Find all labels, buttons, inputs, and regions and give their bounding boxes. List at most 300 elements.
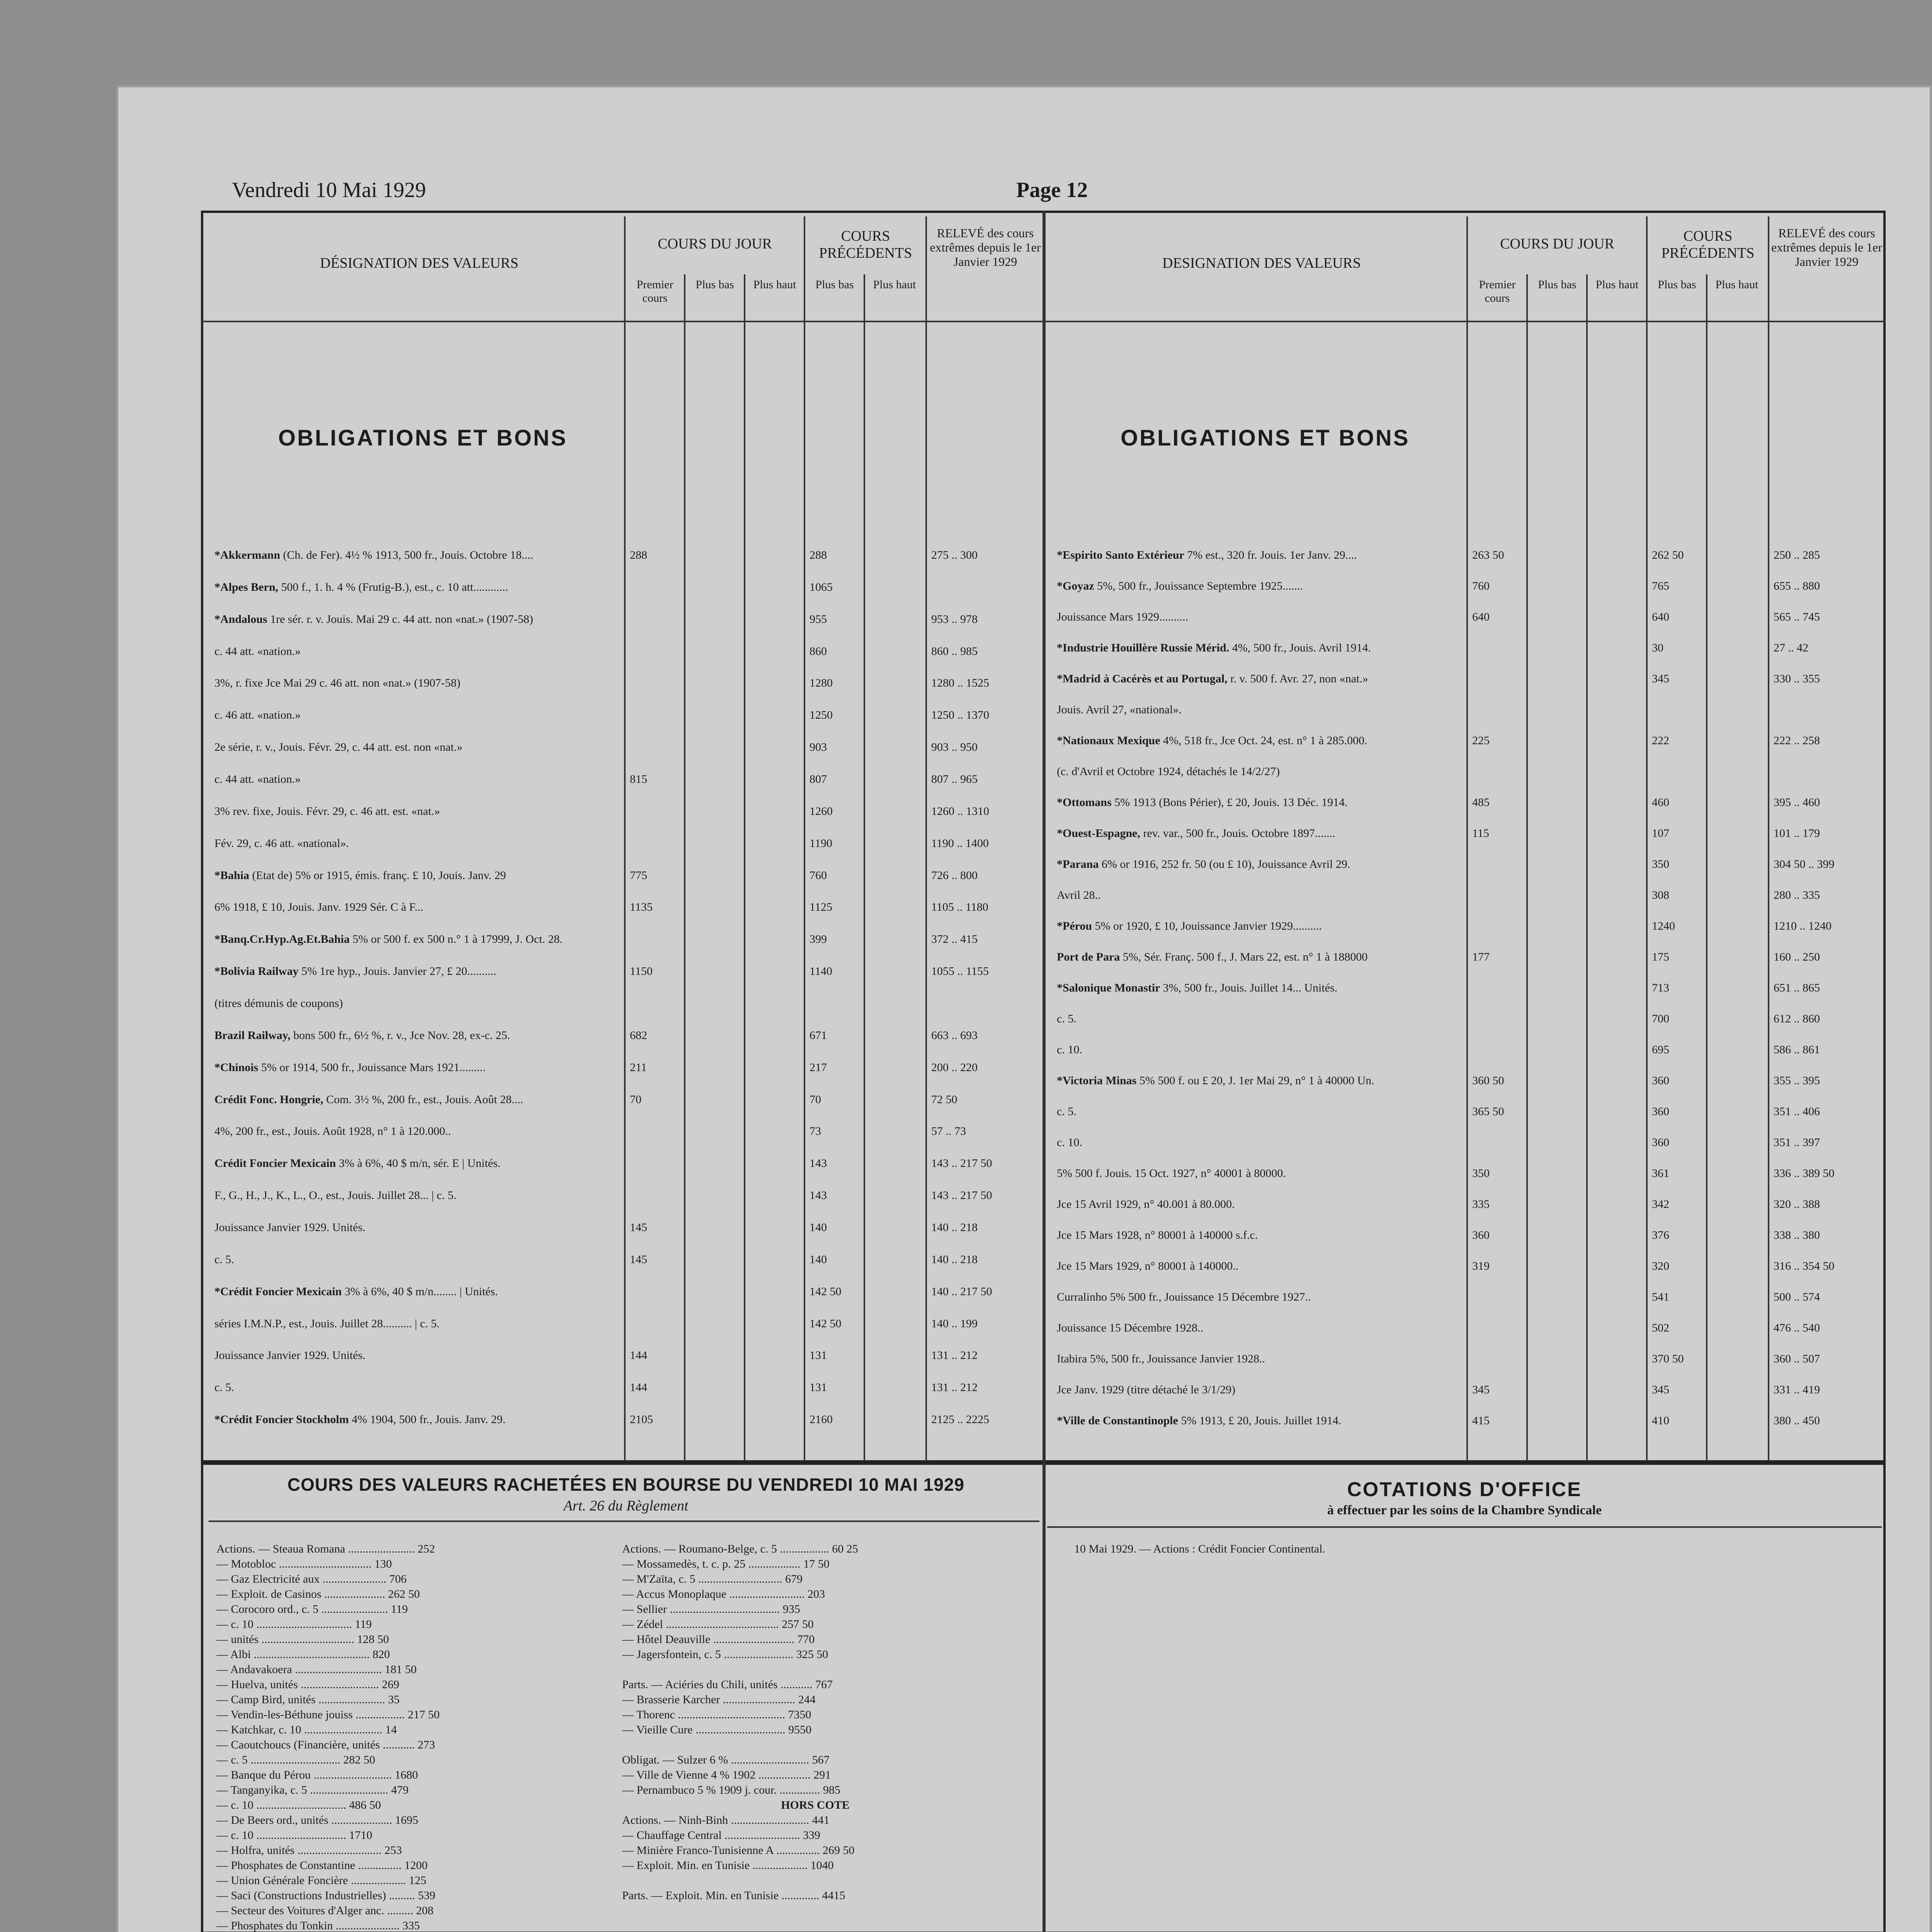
bond-prec-cours: 700 — [1652, 1012, 1669, 1025]
bond-prec-cours: 1125 — [810, 901, 832, 913]
bond-row — [214, 1253, 620, 1266]
bond-releve: 1250 .. 1370 — [931, 709, 989, 721]
bond-description: 5% or 1920, £ 10, Jouissance Janvier 1929.......... — [1095, 920, 1322, 932]
bond-row — [1057, 580, 1463, 593]
bond-description: Jouissance 15 Décembre 1928.. — [1057, 1321, 1204, 1334]
bond-prec-cours: 143 — [810, 1157, 827, 1170]
rachetees-item: Actions. — Roumano-Belge, c. 5 ................. 60 25 — [622, 1543, 858, 1555]
bond-name: *Madrid à Cacérès et au Portugal, — [1057, 672, 1231, 685]
bond-description: 1re sér. r. v. Jouis. Mai 29 c. 44 att. non «nat.» (1907-58) — [270, 613, 533, 626]
bond-premier-cours: 335 — [1472, 1198, 1490, 1211]
bond-prec-cours: 399 — [810, 933, 827, 946]
bond-name: *Pérou — [1057, 920, 1095, 932]
bond-prec-cours: 807 — [810, 773, 827, 786]
rachetees-item: — Albi ........................................ 820 — [216, 1648, 390, 1661]
bond-description: (Ch. de Fer). 4½ % 1913, 500 fr., Jouis. Octobre 18.... — [283, 549, 533, 561]
bond-name: Crédit Foncier Mexicain — [214, 1157, 339, 1170]
rachetees-item: — Accus Monoplaque .......................... 203 — [622, 1588, 825, 1600]
bond-releve: 1190 .. 1400 — [931, 837, 989, 850]
bond-releve: 1105 .. 1180 — [931, 901, 988, 913]
bond-premier-cours: 760 — [1472, 580, 1490, 592]
bond-description: 2e série, r. v., Jouis. Févr. 29, c. 44 att. est. non «nat.» — [214, 741, 463, 753]
rachetees-item: — Phosphates du Tonkin ...................... 335 — [216, 1919, 420, 1932]
rachetees-item: — Katchkar, c. 10 ........................... 14 — [216, 1723, 397, 1736]
bond-releve: 57 .. 73 — [931, 1125, 966, 1138]
col-line — [684, 274, 685, 1461]
bond-row — [1057, 1291, 1463, 1304]
bond-premier-cours: 177 — [1472, 951, 1490, 963]
bond-prec-cours: 342 — [1652, 1198, 1669, 1211]
bond-description: 5% 1913, £ 20, Jouis. Juillet 1914. — [1181, 1414, 1342, 1427]
section-title-left: OBLIGATIONS ET BONS — [278, 425, 568, 451]
rachetees-divider — [1043, 1463, 1046, 1932]
bond-row — [214, 1317, 620, 1330]
bond-description: Com. 3½ %, 200 fr., est., Jouis. Août 28.... — [326, 1093, 524, 1106]
rachetees-item: — Camp Bird, unités ....................... 35 — [216, 1693, 400, 1706]
bond-description: (Etat de) 5% or 1915, émis. franç. £ 10, Jouis. Janv. 29 — [252, 869, 506, 882]
bond-prec-cours: 376 — [1652, 1229, 1669, 1242]
bond-name: *Alpes Bern, — [214, 581, 281, 594]
bond-description: 3%, 500 fr., Jouis. Juillet 14... Unités. — [1163, 981, 1338, 994]
col-line — [624, 216, 626, 1461]
bond-releve: 360 .. 507 — [1774, 1352, 1820, 1365]
releve-header-right: RELEVÉ des cours extrêmes depuis le 1er Janvier 1929 — [1771, 226, 1882, 269]
bond-releve: 355 .. 395 — [1774, 1074, 1820, 1087]
bond-releve: 1260 .. 1310 — [931, 805, 989, 818]
rachetees-item: — Phosphates de Constantine ............... 1200 — [216, 1859, 428, 1872]
bond-description: Jce Janv. 1929 (titre détaché le 3/1/29) — [1057, 1383, 1236, 1396]
rachetees-item: — Banque du Pérou ........................... 1680 — [216, 1769, 418, 1781]
bond-description: c. 10. — [1057, 1136, 1082, 1149]
bond-releve: 304 50 .. 399 — [1774, 858, 1835, 871]
bond-prec-cours: 360 — [1652, 1105, 1669, 1118]
bond-prec-cours: 955 — [810, 613, 827, 626]
page-date: Vendredi 10 Mai 1929 — [232, 178, 426, 202]
bond-premier-cours: 485 — [1472, 796, 1490, 809]
bond-description: Curralinho 5% 500 fr., Jouissance 15 Décembre 1927.. — [1057, 1291, 1311, 1303]
prec-plus-bas-header: Plus bas — [815, 278, 854, 291]
cotations-subtitle: à effectuer par les soins de la Chambre Syndicale — [1327, 1503, 1602, 1517]
bond-description: c. 5. — [214, 1381, 234, 1394]
bond-row — [1057, 1383, 1463, 1396]
cotations-title: COTATIONS D'OFFICE — [1347, 1478, 1582, 1501]
bond-premier-cours: 288 — [630, 549, 647, 561]
rachetees-item: — Saci (Constructions Industrielles) ......... 539 — [216, 1889, 435, 1902]
cours-precedents-header-right: COURS PRÉCÉDENTS — [1661, 228, 1755, 261]
rachetees-item: — Exploit. Min. en Tunisie ................... 1040 — [622, 1859, 834, 1872]
bond-premier-cours: 365 50 — [1472, 1105, 1504, 1118]
bond-premier-cours: 145 — [630, 1221, 647, 1234]
bond-prec-cours: 73 — [810, 1125, 821, 1138]
bond-releve: 380 .. 450 — [1774, 1414, 1820, 1427]
bond-row — [1057, 1414, 1463, 1427]
bond-row — [214, 1125, 620, 1138]
bond-prec-cours: 502 — [1652, 1321, 1669, 1334]
bond-premier-cours: 115 — [1472, 827, 1489, 840]
bond-row — [214, 1413, 620, 1426]
bond-description: 4%, 200 fr., est., Jouis. Août 1928, n° 1 à 120.000.. — [214, 1125, 451, 1138]
rachetees-item: Obligat. — Sulzer 6 % ........................... 567 — [622, 1753, 830, 1766]
bond-releve: 131 .. 212 — [931, 1349, 978, 1362]
rachetees-item: — Hôtel Deauville ............................ 770 — [622, 1633, 815, 1646]
rachetees-left-list — [216, 1542, 603, 1932]
bond-releve: 250 .. 285 — [1774, 549, 1820, 561]
bond-prec-cours: 142 50 — [810, 1285, 842, 1298]
bond-premier-cours: 2105 — [630, 1413, 653, 1426]
rachetees-item: — Union Générale Foncière ................... 125 — [216, 1874, 427, 1887]
bond-releve: 807 .. 965 — [931, 773, 978, 786]
bond-releve: 860 .. 985 — [931, 645, 978, 658]
bond-name: *Victoria Minas — [1057, 1074, 1139, 1087]
bond-premier-cours: 345 — [1472, 1383, 1490, 1396]
bond-premier-cours: 775 — [630, 869, 647, 882]
cotations-rule — [1047, 1526, 1882, 1528]
bond-description: 3% rev. fixe, Jouis. Févr. 29, c. 46 att. est. «nat.» — [214, 805, 440, 818]
cours-precedents-header: COURS PRÉCÉDENTS — [819, 228, 912, 261]
bond-description: 5% 500 f. Jouis. 15 Oct. 1927, n° 40001 à 80000. — [1057, 1167, 1286, 1180]
bond-releve: 140 .. 199 — [931, 1317, 978, 1330]
bond-prec-cours: 903 — [810, 741, 827, 753]
rachetees-item: — Sellier ...................................... 935 — [622, 1603, 800, 1616]
bond-releve: 320 .. 388 — [1774, 1198, 1820, 1211]
col-line — [1526, 274, 1528, 1461]
rachetees-item: — Motobloc ................................ 130 — [216, 1558, 392, 1570]
bond-prec-cours: 345 — [1652, 1383, 1669, 1396]
bond-row — [214, 1029, 620, 1042]
rachetees-item: — Jagersfontein, c. 5 ........................ 325 50 — [622, 1648, 828, 1661]
bond-releve: 351 .. 406 — [1774, 1105, 1820, 1118]
bond-prec-cours: 671 — [810, 1029, 827, 1042]
bond-name: *Ottomans — [1057, 796, 1115, 809]
bond-row — [1057, 858, 1463, 871]
bond-row — [214, 1157, 620, 1170]
section-title-right: OBLIGATIONS ET BONS — [1121, 425, 1410, 451]
rachetees-item: Actions. — Ninh-Binh ........................... 441 — [622, 1814, 830, 1827]
designation-header-right: DESIGNATION DES VALEURS — [1162, 255, 1361, 271]
bond-row — [1057, 1198, 1463, 1211]
bond-description: F., G., H., J., K., L., O., est., Jouis. Juillet 28... | c. 5. — [214, 1189, 457, 1202]
rachetees-item: — Minière Franco-Tunisienne A ............... 269 50 — [622, 1844, 855, 1857]
bond-description: Jouis. Avril 27, «national». — [1057, 703, 1182, 716]
bond-prec-cours: 1140 — [810, 965, 832, 978]
bond-description: Itabira 5%, 500 fr., Jouissance Janvier 1928.. — [1057, 1352, 1265, 1365]
rachetees-item: — Holfra, unités ............................. 253 — [216, 1844, 402, 1857]
bond-prec-cours: 350 — [1652, 858, 1669, 871]
bond-description: c. 46 att. «nation.» — [214, 709, 301, 721]
bond-prec-cours: 713 — [1652, 981, 1669, 994]
rachetees-subtitle: Art. 26 du Règlement — [563, 1498, 689, 1514]
bond-description: Avril 28.. — [1057, 889, 1101, 901]
bond-releve: 316 .. 354 50 — [1774, 1260, 1835, 1272]
bond-premier-cours: 263 50 — [1472, 549, 1504, 561]
bond-name: *Nationaux Mexique — [1057, 734, 1163, 747]
page-header — [232, 178, 1893, 205]
bond-premier-cours: 350 — [1472, 1167, 1490, 1180]
bond-row — [1057, 734, 1463, 747]
bond-prec-cours: 70 — [810, 1093, 821, 1106]
bond-prec-cours: 1065 — [810, 581, 833, 594]
bond-name: *Crédit Foncier Stockholm — [214, 1413, 352, 1426]
bond-prec-cours: 140 — [810, 1253, 827, 1266]
bond-name: *Ville de Constantinople — [1057, 1414, 1181, 1427]
rachetees-item: Parts. — Aciéries du Chili, unités ........... 767 — [622, 1678, 833, 1691]
bond-prec-cours: 760 — [810, 869, 827, 882]
bond-premier-cours: 225 — [1472, 734, 1490, 747]
bond-name: *Parana — [1057, 858, 1102, 871]
bond-row — [1057, 1074, 1463, 1087]
bond-description: 5%, Sér. Franç. 500 f., J. Mars 22, est. n° 1 à 188000 — [1122, 951, 1368, 963]
cours-du-jour-header-right: COURS DU JOUR — [1500, 236, 1614, 252]
rachetees-item: — De Beers ord., unités ..................... 1695 — [216, 1814, 418, 1827]
rachetees-item: — Pernambuco 5 % 1909 j. cour. .............. 985 — [622, 1784, 840, 1796]
col-line — [1706, 274, 1708, 1461]
bond-releve: 663 .. 693 — [931, 1029, 978, 1042]
bond-releve: 612 .. 860 — [1774, 1012, 1820, 1025]
bond-row — [1057, 981, 1463, 995]
rachetees-item: — Brasserie Karcher ......................... 244 — [622, 1693, 816, 1706]
bond-row — [214, 1093, 620, 1106]
bond-row — [1057, 549, 1463, 562]
bond-description: 4% 1904, 500 fr., Jouis. Janv. 29. — [352, 1413, 506, 1426]
bond-description: c. 5. — [1057, 1012, 1077, 1025]
bond-row — [1057, 672, 1463, 685]
bond-row — [1057, 1229, 1463, 1242]
bond-row — [214, 709, 620, 722]
bond-description: Jce 15 Mars 1928, n° 80001 à 140000 s.f.c. — [1057, 1229, 1258, 1242]
bond-row — [1057, 951, 1463, 964]
releve-header: RELEVÉ des cours extrêmes depuis le 1er Janvier 1929 — [930, 226, 1041, 269]
bond-premier-cours: 640 — [1472, 611, 1490, 623]
bond-row — [214, 549, 620, 562]
bond-prec-cours: 765 — [1652, 580, 1669, 592]
bond-row — [214, 933, 620, 946]
bond-description: c. 44 att. «nation.» — [214, 645, 301, 658]
bond-description: 5% 500 f. ou £ 20, J. 1er Mai 29, n° 1 à 40000 Un. — [1139, 1074, 1374, 1087]
bond-releve: 500 .. 574 — [1774, 1291, 1820, 1303]
page-number: Page 12 — [1016, 178, 1088, 202]
rachetees-item: Parts. — Exploit. Min. en Tunisie ............. 4415 — [622, 1889, 845, 1902]
bond-row — [1057, 796, 1463, 809]
bond-row — [214, 1189, 620, 1202]
bond-name: *Goyaz — [1057, 580, 1097, 592]
bond-prec-cours: 1260 — [810, 805, 833, 818]
bond-description: 5% or 1914, 500 fr., Jouissance Mars 1921......... — [261, 1061, 486, 1074]
bond-prec-cours: 460 — [1652, 796, 1669, 809]
bond-name: *Chinois — [214, 1061, 261, 1074]
bond-description: Jce 15 Mars 1929, n° 80001 à 140000.. — [1057, 1260, 1239, 1272]
bond-row — [214, 1221, 620, 1234]
bond-prec-cours: 2160 — [810, 1413, 833, 1426]
bond-row — [1057, 1321, 1463, 1335]
bond-name: *Ouest-Espagne, — [1057, 827, 1143, 840]
rachetees-item: — c. 10 ................................. 119 — [216, 1618, 372, 1631]
rachetees-item: HORS COTE — [781, 1799, 850, 1811]
premier-cours-header: Premier cours — [636, 278, 673, 304]
col-line — [1466, 216, 1468, 1461]
bond-row — [1057, 1012, 1463, 1026]
bond-releve: 280 .. 335 — [1774, 889, 1820, 901]
bond-row — [214, 773, 620, 786]
bond-premier-cours: 70 — [630, 1093, 641, 1106]
col-line — [1586, 274, 1588, 1461]
bond-releve: 331 .. 419 — [1774, 1383, 1820, 1396]
bond-row — [214, 645, 620, 658]
bond-releve: 726 .. 800 — [931, 869, 978, 882]
bond-releve: 143 .. 217 50 — [931, 1157, 992, 1170]
bond-row — [214, 1285, 620, 1298]
bond-row — [1057, 1352, 1463, 1366]
bond-prec-cours: 360 — [1652, 1136, 1669, 1149]
bond-releve: 2125 .. 2225 — [931, 1413, 989, 1426]
bond-description: Jouissance Janvier 1929. Unités. — [214, 1349, 366, 1362]
bond-name: *Crédit Foncier Mexicain — [214, 1285, 345, 1298]
bond-prec-cours: 30 — [1652, 641, 1663, 654]
bond-prec-cours: 262 50 — [1652, 549, 1684, 561]
bond-row — [214, 1349, 620, 1362]
bond-description: séries I.M.N.P., est., Jouis. Juillet 28.......... | c. 5. — [214, 1317, 440, 1330]
bond-releve: 1055 .. 1155 — [931, 965, 989, 978]
bond-prec-cours: 1190 — [810, 837, 832, 850]
rachetees-rule — [209, 1520, 1039, 1522]
col-line — [744, 274, 745, 1461]
center-divider — [1043, 211, 1046, 1463]
plus-bas-header: Plus bas — [696, 278, 734, 291]
bond-releve: 275 .. 300 — [931, 549, 978, 561]
bond-releve: 27 .. 42 — [1774, 641, 1808, 654]
bond-prec-cours: 345 — [1652, 672, 1669, 685]
premier-cours-header-right: Premier cours — [1479, 278, 1516, 304]
bond-premier-cours: 144 — [630, 1349, 647, 1362]
rachetees-item — [622, 1873, 1039, 1888]
col-line — [804, 216, 805, 1461]
bond-description: 4%, 500 fr., Jouis. Avril 1914. — [1232, 641, 1371, 654]
bond-premier-cours: 815 — [630, 773, 647, 786]
bond-description: 5% or 500 f. ex 500 n.° 1 à 17999, J. Oct. 28. — [352, 933, 563, 946]
rachetees-item: — Vendin-les-Béthune jouiss ................. 217 50 — [216, 1708, 440, 1721]
bond-prec-cours: 320 — [1652, 1260, 1669, 1272]
bond-premier-cours: 1135 — [630, 901, 653, 913]
bond-prec-cours: 222 — [1652, 734, 1669, 747]
bond-premier-cours: 211 — [630, 1061, 647, 1074]
designation-header: DÉSIGNATION DES VALEURS — [320, 255, 519, 271]
bond-prec-cours: 131 — [810, 1349, 827, 1362]
rachetees-item: — Corocoro ord., c. 5 ....................... 119 — [216, 1603, 408, 1616]
rachetees-item: — Zédel ....................................... 257 50 — [622, 1618, 814, 1631]
bond-row — [214, 901, 620, 914]
bond-row — [1057, 703, 1463, 716]
bond-premier-cours: 360 50 — [1472, 1074, 1504, 1087]
bond-prec-cours: 140 — [810, 1221, 827, 1234]
bond-premier-cours: 415 — [1472, 1414, 1490, 1427]
bond-description: rev. var., 500 fr., Jouis. Octobre 1897....... — [1143, 827, 1335, 840]
bond-releve: 160 .. 250 — [1774, 951, 1820, 963]
bond-description: c. 5. — [214, 1253, 234, 1266]
bond-row — [214, 677, 620, 690]
bond-description: 6% or 1916, 252 fr. 50 (ou £ 10), Jouissance Avril 29. — [1101, 858, 1350, 871]
bond-premier-cours: 145 — [630, 1253, 647, 1266]
bond-name: *Banq.Cr.Hyp.Ag.Et.Bahia — [214, 933, 353, 946]
bond-prec-cours: 370 50 — [1652, 1352, 1684, 1365]
bond-description: c. 10. — [1057, 1043, 1082, 1056]
bond-row — [1057, 889, 1463, 902]
bond-prec-cours: 308 — [1652, 889, 1669, 901]
cotations-line: 10 Mai 1929. — Actions : Crédit Foncier Continental. — [1074, 1543, 1325, 1555]
bond-name: Crédit Fonc. Hongrie, — [214, 1093, 327, 1106]
bond-row — [214, 1381, 620, 1394]
bond-row — [1057, 641, 1463, 655]
bond-releve: 140 .. 217 50 — [931, 1285, 992, 1298]
bond-releve: 330 .. 355 — [1774, 672, 1820, 685]
bond-releve: 476 .. 540 — [1774, 1321, 1820, 1334]
bond-releve: 903 .. 950 — [931, 741, 978, 753]
bond-description: 3%, r. fixe Jce Mai 29 c. 46 att. non «nat.» (1907-58) — [214, 677, 461, 689]
bond-description: r. v. 500 f. Avr. 27, non «nat.» — [1230, 672, 1368, 685]
bond-prec-cours: 1280 — [810, 677, 833, 689]
plus-bas-header-right: Plus bas — [1538, 278, 1577, 291]
bond-description: 3% à 6%, 40 $ m/n, sér. E | Unités. — [338, 1157, 501, 1170]
rachetees-item: Actions. — Steaua Romana ....................... 252 — [216, 1543, 435, 1555]
bond-prec-cours: 142 50 — [810, 1317, 842, 1330]
bond-releve: 586 .. 861 — [1774, 1043, 1820, 1056]
bond-row — [1057, 1260, 1463, 1273]
rachetees-item: — Tanganyika, c. 5 ........................... 479 — [216, 1784, 409, 1796]
rachetees-right-list — [622, 1542, 1039, 1903]
bond-name: *Akkermann — [214, 549, 283, 561]
bond-prec-cours: 143 — [810, 1189, 827, 1202]
prec-plus-haut-header-right: Plus haut — [1715, 278, 1759, 291]
bond-releve: 101 .. 179 — [1774, 827, 1820, 840]
bond-description: c. 44 att. «nation.» — [214, 773, 301, 786]
bond-description: 7% est., 320 fr. Jouis. 1er Janv. 29.... — [1187, 549, 1357, 561]
bond-name: *Bolivia Railway — [214, 965, 302, 978]
bond-releve: 565 .. 745 — [1774, 611, 1820, 623]
bond-row — [214, 837, 620, 850]
rachetees-item: — Andavakoera .............................. 181 50 — [216, 1663, 417, 1676]
bond-name: *Espirito Santo Extérieur — [1057, 549, 1187, 561]
rachetees-item: — unités ................................ 128 50 — [216, 1633, 389, 1646]
bond-description: Jce 15 Avril 1929, n° 40.001 à 80.000. — [1057, 1198, 1235, 1211]
bond-name: *Andalous — [214, 613, 270, 626]
bond-row — [214, 1061, 620, 1074]
bond-prec-cours: 640 — [1652, 611, 1669, 623]
bond-row — [214, 965, 620, 978]
bond-prec-cours: 107 — [1652, 827, 1669, 840]
col-line — [925, 216, 927, 1461]
bond-prec-cours: 175 — [1652, 951, 1669, 963]
rachetees-item: — Caoutchoucs (Financière, unités ........... 273 — [216, 1738, 435, 1751]
bond-description: Jouissance Janvier 1929. Unités. — [214, 1221, 366, 1234]
bond-name: *Bahia — [214, 869, 252, 882]
plus-haut-header: Plus haut — [753, 278, 796, 291]
rachetees-item: — Huelva, unités ........................... 269 — [216, 1678, 400, 1691]
bond-premier-cours: 144 — [630, 1381, 647, 1394]
bond-row — [1057, 920, 1463, 933]
bond-releve: 140 .. 218 — [931, 1221, 978, 1234]
bond-releve: 953 .. 978 — [931, 613, 978, 626]
rachetees-item: — Exploit. de Casinos ..................... 262 50 — [216, 1588, 420, 1600]
bond-prec-cours: 695 — [1652, 1043, 1669, 1056]
col-line — [1646, 216, 1648, 1461]
prec-plus-haut-header: Plus haut — [873, 278, 916, 291]
bond-releve: 140 .. 218 — [931, 1253, 978, 1266]
bond-row — [1057, 827, 1463, 840]
plus-haut-header-right: Plus haut — [1595, 278, 1639, 291]
bond-row — [214, 997, 620, 1010]
bond-description: 5%, 500 fr., Jouissance Septembre 1925....... — [1097, 580, 1303, 592]
bond-description: 5% 1913 (Bons Périer), £ 20, Jouis. 13 Déc. 1914. — [1114, 796, 1348, 809]
bond-prec-cours: 1250 — [810, 709, 833, 721]
bond-description: Jouissance Mars 1929.......... — [1057, 611, 1188, 623]
